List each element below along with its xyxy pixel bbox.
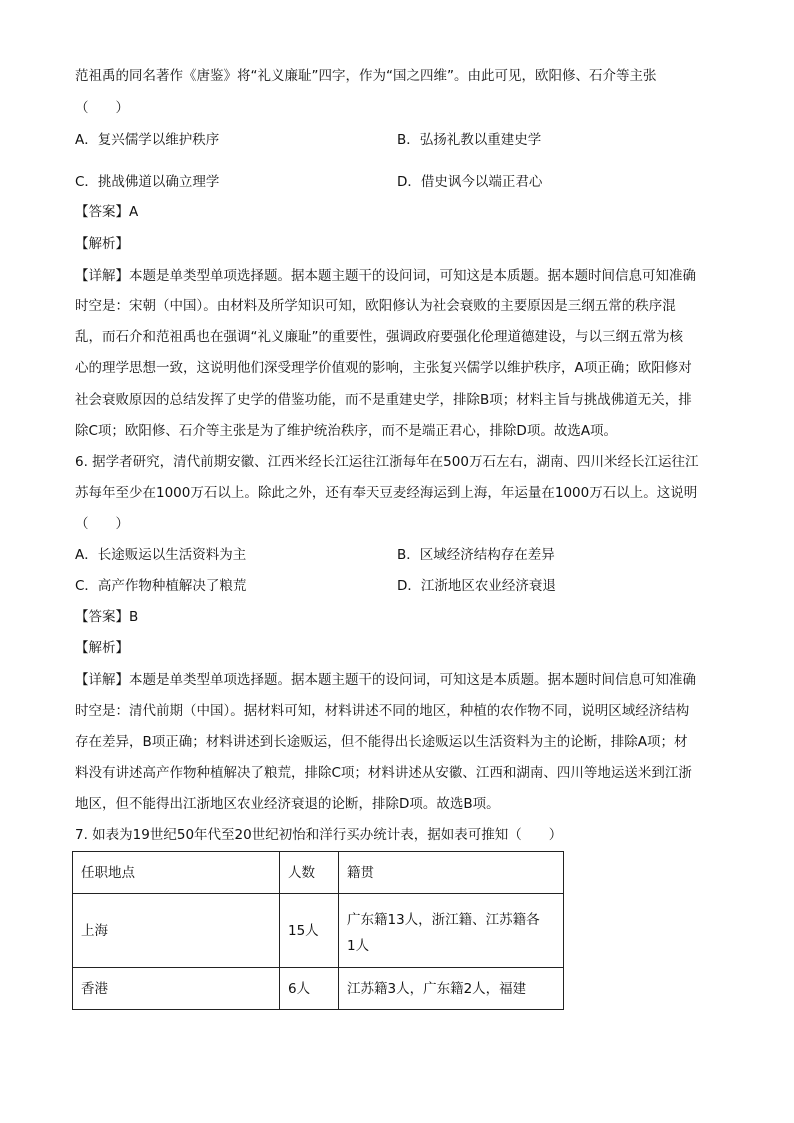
q6-detail-line: 料没有讲述高产作物种植解决了粮荒，排除C项；材料讲述从安徽、江西和湖南、四川等地运送米到江浙: [75, 765, 692, 781]
comprador-statistics-table: [72, 851, 564, 1010]
q6-detail-line: 存在差异，B项正确；材料讲述到长途贩运，但不能得出长途贩运以生活资料为主的论断，排除A项；材: [75, 734, 688, 750]
table-cell-origin-line: 1人: [347, 937, 370, 954]
q5-option-b: B．弘扬礼教以重建史学: [397, 132, 542, 148]
q5-option-a: A．复兴儒学以维护秩序: [75, 132, 220, 148]
q5-detail-line: 社会衰败原因的总结发挥了史学的借鉴功能，而不是重建史学，排除B项；材料主旨与挑战佛道无关，排: [75, 392, 692, 408]
q6-answer-blank: （ ）: [75, 516, 129, 532]
q6-answer: 【答案】B: [75, 609, 139, 625]
table-header-cell: 任职地点: [73, 852, 280, 894]
q7-stem: 7. 如表为19世纪50年代至20世纪初怡和洋行买办统计表，据如表可推知（ ）: [75, 827, 563, 843]
table-cell-location: 上海: [73, 894, 280, 968]
q6-option-a: A．长途贩运以生活资料为主: [75, 547, 247, 563]
q5-answer-blank: （ ）: [75, 100, 129, 116]
q6-stem-line: 苏每年至少在1000万石以上。除此之外，还有奉天豆麦经海运到上海，年运量在1000万石以上。这说明: [75, 485, 698, 501]
q6-option-c: C．高产作物种植解决了粮荒: [75, 578, 247, 594]
table-header-row: [73, 852, 564, 894]
table-header-cell: 人数: [280, 852, 339, 894]
q5-detail-line: 心的理学思想一致，这说明他们深受理学价值观的影响，主张复兴儒学以维护秩序，A项正确；欧阳修对: [75, 360, 692, 376]
q5-detail-line: 时空是：宋朝（中国）。由材料及所学知识可知，欧阳修认为社会衰败的主要原因是三纲五常的秩序混: [75, 298, 676, 314]
table-header-cell: 籍贯: [339, 852, 564, 894]
q6-analysis-label: 【解析】: [75, 640, 129, 656]
q6-detail-line: 【详解】本题是单类型单项选择题。据本题主题干的设问词，可知这是本质题。据本题时间信息可知准确: [75, 672, 696, 688]
q5-answer: 【答案】A: [75, 204, 139, 220]
q5-option-d: D．借史讽今以端正君心: [397, 174, 543, 190]
table-cell-origin-line: 广东籍13人，浙江籍、江苏籍各: [347, 911, 540, 928]
q5-detail-line: 乱，而石介和范祖禹也在强调“礼义廉耻”的重要性，强调政府要强化伦理道德建设，与以三纲五常为核: [75, 329, 683, 345]
table-row: [73, 894, 564, 968]
q6-detail-line: 时空是：清代前期（中国）。据材料可知，材料讲述不同的地区，种植的农作物不同，说明区域经济结构: [75, 703, 690, 719]
q6-stem-line: 6. 据学者研究，清代前期安徽、江西米经长江运往江浙每年在500万石左右，湖南、四川米经长江运往江: [75, 454, 699, 470]
q5-option-c: C．挑战佛道以确立理学: [75, 174, 220, 190]
table-cell-location: 香港: [73, 968, 280, 1010]
q6-detail-line: 地区，但不能得出江浙地区农业经济衰退的论断，排除D项。故选B项。: [75, 796, 500, 812]
q5-detail-line: 除C项；欧阳修、石介等主张是为了维护统治秩序，而不是端正君心，排除D项。故选A项。: [75, 423, 618, 439]
table-cell-origin-line: 江苏籍3人，广东籍2人，福建: [347, 980, 527, 997]
q6-option-d: D．江浙地区农业经济衰退: [397, 578, 556, 594]
q5-stem-tail: 范祖禹的同名著作《唐鉴》将“礼义廉耻”四字，作为“国之四维”。由此可见，欧阳修、石介等主张: [75, 68, 657, 84]
table-cell-count: 15人: [280, 894, 339, 968]
table-cell-count: 6人: [280, 968, 339, 1010]
table-cell-origin: [339, 894, 564, 968]
q5-detail-line: 【详解】本题是单类型单项选择题。据本题主题干的设问词，可知这是本质题。据本题时间信息可知准确: [75, 268, 696, 284]
q6-option-b: B．区域经济结构存在差异: [397, 547, 555, 563]
table-cell-origin: [339, 968, 564, 1010]
q5-analysis-label: 【解析】: [75, 236, 129, 252]
table-row: [73, 968, 564, 1010]
